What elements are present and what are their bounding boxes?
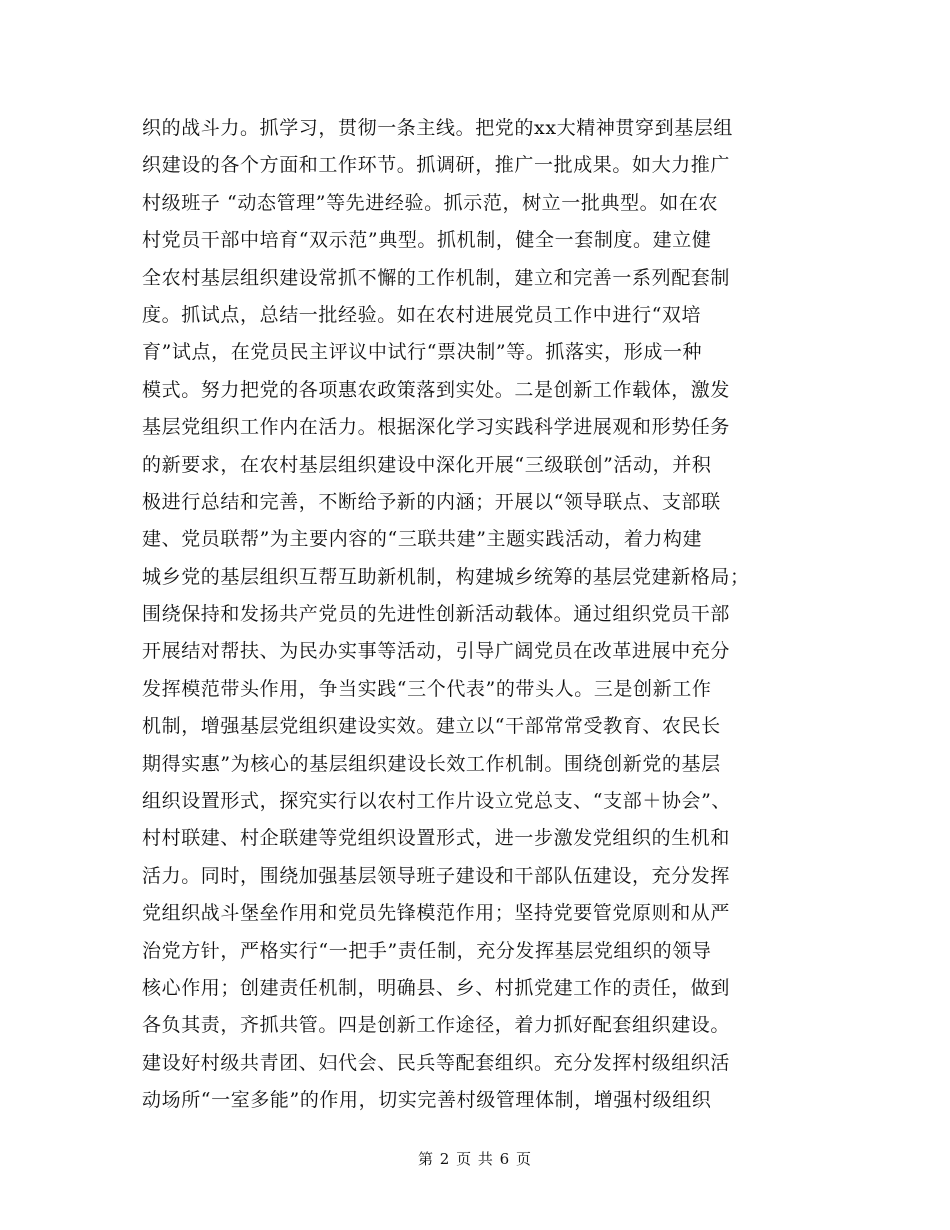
text-line: 核心作用；创建责任机制，明确县、乡、村抓党建工作的责任，做到: [142, 976, 731, 999]
text-line: 极进行总结和完善，不断给予新的内涵；开展以“领导联点、支部联: [142, 490, 721, 513]
text-line: 机制，增强基层党组织建设实效。建立以“干部常常受教育、农民长: [142, 715, 721, 738]
text-line: 村级班子 “动态管理”等先进经验。抓示范，树立一批典型。如在农: [142, 191, 719, 214]
text-line: 党组织战斗堡垒作用和党员先锋模范作用；坚持党要管党原则和从严: [142, 902, 731, 925]
text-line: 村党员干部中培育“双示范”典型。抓机制，健全一套制度。建立健: [142, 229, 712, 252]
text-line: 围绕保持和发扬共产党员的先进性创新活动载体。通过组织党员干部: [142, 603, 731, 626]
text-line: 城乡党的基层组织互帮互助新机制，构建城乡统筹的基层党建新格局；: [142, 565, 750, 588]
text-line: 动场所“一室多能”的作用，切实完善村级管理体制，增强村级组织: [142, 1089, 712, 1112]
text-line: 发挥模范带头作用，争当实践“三个代表”的带头人。三是创新工作: [142, 677, 712, 700]
page-number-footer: 第 2 页 共 6 页: [418, 1150, 532, 1168]
text-line: 各负其责，齐抓共管。四是创新工作途径，着力抓好配套组织建设。: [142, 1014, 731, 1037]
text-line: 活力。同时，围绕加强基层领导班子建设和干部队伍建设，充分发挥: [142, 864, 731, 887]
text-line: 治党方针，严格实行“一把手”责任制，充分发挥基层党组织的领导: [142, 939, 712, 962]
text-line: 建设好村级共青团、妇代会、民兵等配套组织。充分发挥村级组织活: [142, 1051, 731, 1074]
text-line: 基层党组织工作内在活力。根据深化学习实践科学进展观和形势任务: [142, 416, 731, 439]
text-line: 织建设的各个方面和工作环节。抓调研，推广一批成果。如大力推广: [142, 154, 731, 177]
body-text: [142, 110, 822, 1120]
text-line: 模式。努力把党的各项惠农政策落到实处。二是创新工作载体，激发: [142, 378, 731, 401]
text-line: 全农村基层组织建设常抓不懈的工作机制，建立和完善一系列配套制: [142, 266, 731, 289]
text-line: 期得实惠”为核心的基层组织建设长效工作机制。围绕创新党的基层: [142, 752, 721, 775]
text-line: 织的战斗力。抓学习，贯彻一条主线。把党的xx大精神贯穿到基层组: [142, 117, 734, 139]
text-line: 开展结对帮扶、为民办实事等活动，引导广阔党员在改革进展中充分: [142, 640, 731, 663]
text-line: 建、党员联帮”为主要内容的“三联共建”主题实践活动，着力构建: [142, 528, 703, 551]
text-line: 村村联建、村企联建等党组织设置形式，进一步激发党组织的生机和: [142, 827, 731, 850]
text-line: 组织设置形式，探究实行以农村工作片设立党总支、“支部＋协会”、: [142, 790, 732, 813]
text-line: 的新要求，在农村基层组织建设中深化开展“三级联创”活动，并积: [142, 453, 712, 476]
text-line: 育”试点，在党员民主评议中试行“票决制”等。抓落实，形成一种: [142, 341, 703, 364]
text-line: 度。抓试点，总结一批经验。如在农村进展党员工作中进行“双培: [142, 303, 702, 326]
